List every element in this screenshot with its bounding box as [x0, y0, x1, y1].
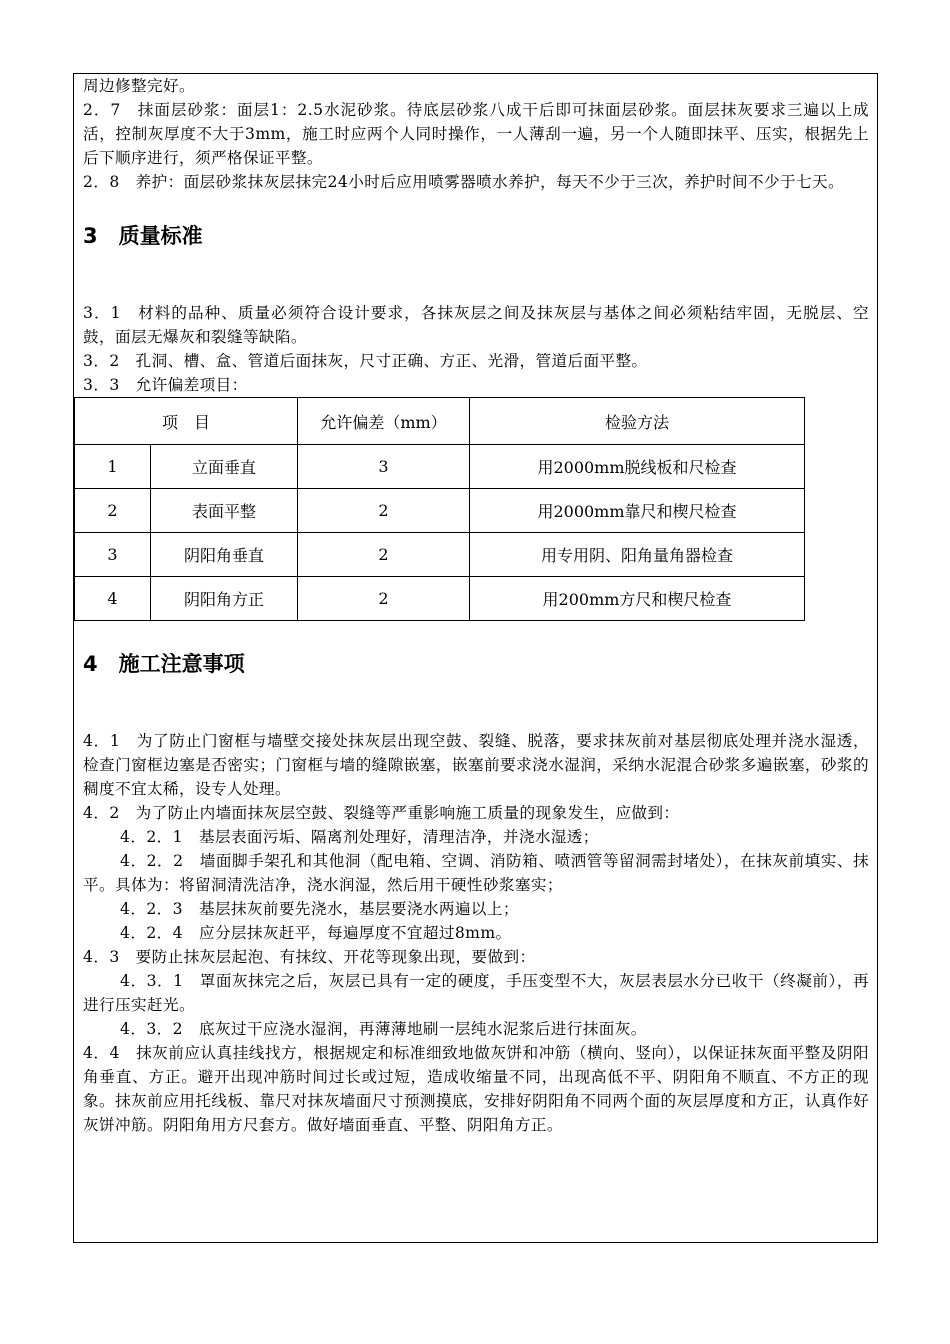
- table-row: [75, 533, 805, 577]
- paragraph-2-8: 2．8 养护：面层砂浆抹灰层抹完24小时后应用喷雾器喷水养护，每天不少于三次，养护时间不少于七天。: [83, 173, 845, 191]
- paragraph-2-7: 2．7 抹面层砂浆：面层1：2.5水泥砂浆。待底层砂浆八成干后即可抹面层砂浆。面层抹灰要求三遍以上成活，控制灰厚度不大于3mm，施工时应两个人同时操作，一人薄刮一遍，另一个人随即抹平、压实，根据先上后下顺序进行，须严格保证平整。: [83, 101, 869, 167]
- table-row: [75, 577, 805, 621]
- tolerance-table: [74, 397, 805, 621]
- paragraph-4-2-2: 4．2．2 墙面脚手架孔和其他洞（配电箱、空调、消防箱、喷洒管等留洞需封堵处），在抹灰前填实、抹平。具体为：将留洞清洗洁净，浇水润湿，然后用干硬性砂浆塞实；: [83, 852, 869, 894]
- cell-no: 3: [75, 533, 151, 577]
- table-row: [75, 489, 805, 533]
- cell-item: 阴阳角垂直: [151, 533, 298, 577]
- cell-tolerance: 2: [298, 533, 470, 577]
- table-header-row: [75, 398, 805, 445]
- cell-tolerance: 3: [298, 445, 470, 489]
- paragraph-4-2: 4．2 为了防止内墙面抹灰层空鼓、裂缝等严重影响施工质量的现象发生，应做到：: [83, 804, 680, 822]
- document-frame: [73, 73, 878, 1243]
- header-item: 项 目: [75, 398, 298, 445]
- cell-item: 立面垂直: [151, 445, 298, 489]
- header-method: 检验方法: [470, 398, 805, 445]
- cell-item: 表面平整: [151, 489, 298, 533]
- paragraph-3-2: 3．2 孔洞、槽、盒、管道后面抹灰，尺寸正确、方正、光滑，管道后面平整。: [83, 352, 648, 370]
- table-row: [75, 445, 805, 489]
- paragraph-4-3-1: 4．3．1 罩面灰抹完之后，灰层已具有一定的硬度，手压变型不大，灰层表层水分已收干（终凝前），再进行压实赶光。: [83, 972, 869, 1014]
- cell-no: 2: [75, 489, 151, 533]
- document-content: [83, 74, 869, 1137]
- header-tolerance: 允许偏差（mm）: [298, 398, 470, 445]
- cell-tolerance: 2: [298, 577, 470, 621]
- paragraph-4-2-4: 4．2．4 应分层抹灰赶平，每遍厚度不宜超过8mm。: [120, 924, 512, 942]
- cell-tolerance: 2: [298, 489, 470, 533]
- section-4-heading: 4 施工注意事项: [83, 652, 245, 676]
- paragraph-4-3-2: 4．3．2 底灰过干应浇水湿润，再薄薄地刷一层纯水泥浆后进行抹面灰。: [120, 1020, 647, 1038]
- paragraph-3-1: 3．1 材料的品种、质量必须符合设计要求，各抹灰层之间及抹灰层与基体之间必须粘结牢固，无脱层、空鼓，面层无爆灰和裂缝等缺陷。: [83, 304, 869, 346]
- cell-method: 用专用阴、阳角量角器检查: [470, 533, 805, 577]
- cell-no: 4: [75, 577, 151, 621]
- paragraph-3-3: 3．3 允许偏差项目：: [83, 376, 248, 394]
- cell-method: 用200mm方尺和楔尺检查: [470, 577, 805, 621]
- paragraph-4-2-3: 4．2．3 基层抹灰前要先浇水，基层要浇水两遍以上；: [120, 900, 519, 918]
- cell-no: 1: [75, 445, 151, 489]
- cell-method: 用2000mm脱线板和尺检查: [470, 445, 805, 489]
- paragraph-4-4: 4．4 抹灰前应认真挂线找方，根据规定和标准细致地做灰饼和冲筋（横向、竖向），以保证抹灰面平整及阴阳角垂直、方正。避开出现冲筋时间过长或过短，造成收缩量不同，出现高低不平、阴阳角不顺直、不方正的现象。抹灰前应用托线板、靠尺对抹灰墙面尺寸预测摸底，安排好阴阳角不同两个面的灰层厚度和方正，认真作好灰饼冲筋。阴阳角用方尺套方。做好墙面垂直、平整、阴阳角方正。: [83, 1044, 869, 1134]
- section-3-heading: 3 质量标准: [83, 224, 203, 248]
- paragraph-4-1: 4．1 为了防止门窗框与墙壁交接处抹灰层出现空鼓、裂缝、脱落，要求抹灰前对基层彻底处理并浇水湿透，检查门窗框边塞是否密实；门窗框与墙的缝隙嵌塞，嵌塞前要求浇水湿润，采纳水泥混合砂浆多遍嵌塞，砂浆的稠度不宜太稀，设专人处理。: [83, 732, 869, 798]
- paragraph-4-3: 4．3 要防止抹灰层起泡、有抹纹、开花等现象出现，要做到：: [83, 948, 536, 966]
- paragraph-4-2-1: 4．2．1 基层表面污垢、隔离剂处理好，清理洁净，并浇水湿透；: [120, 828, 599, 846]
- cell-method: 用2000mm靠尺和楔尺检查: [470, 489, 805, 533]
- paragraph: 周边修整完好。: [83, 77, 195, 95]
- cell-item: 阴阳角方正: [151, 577, 298, 621]
